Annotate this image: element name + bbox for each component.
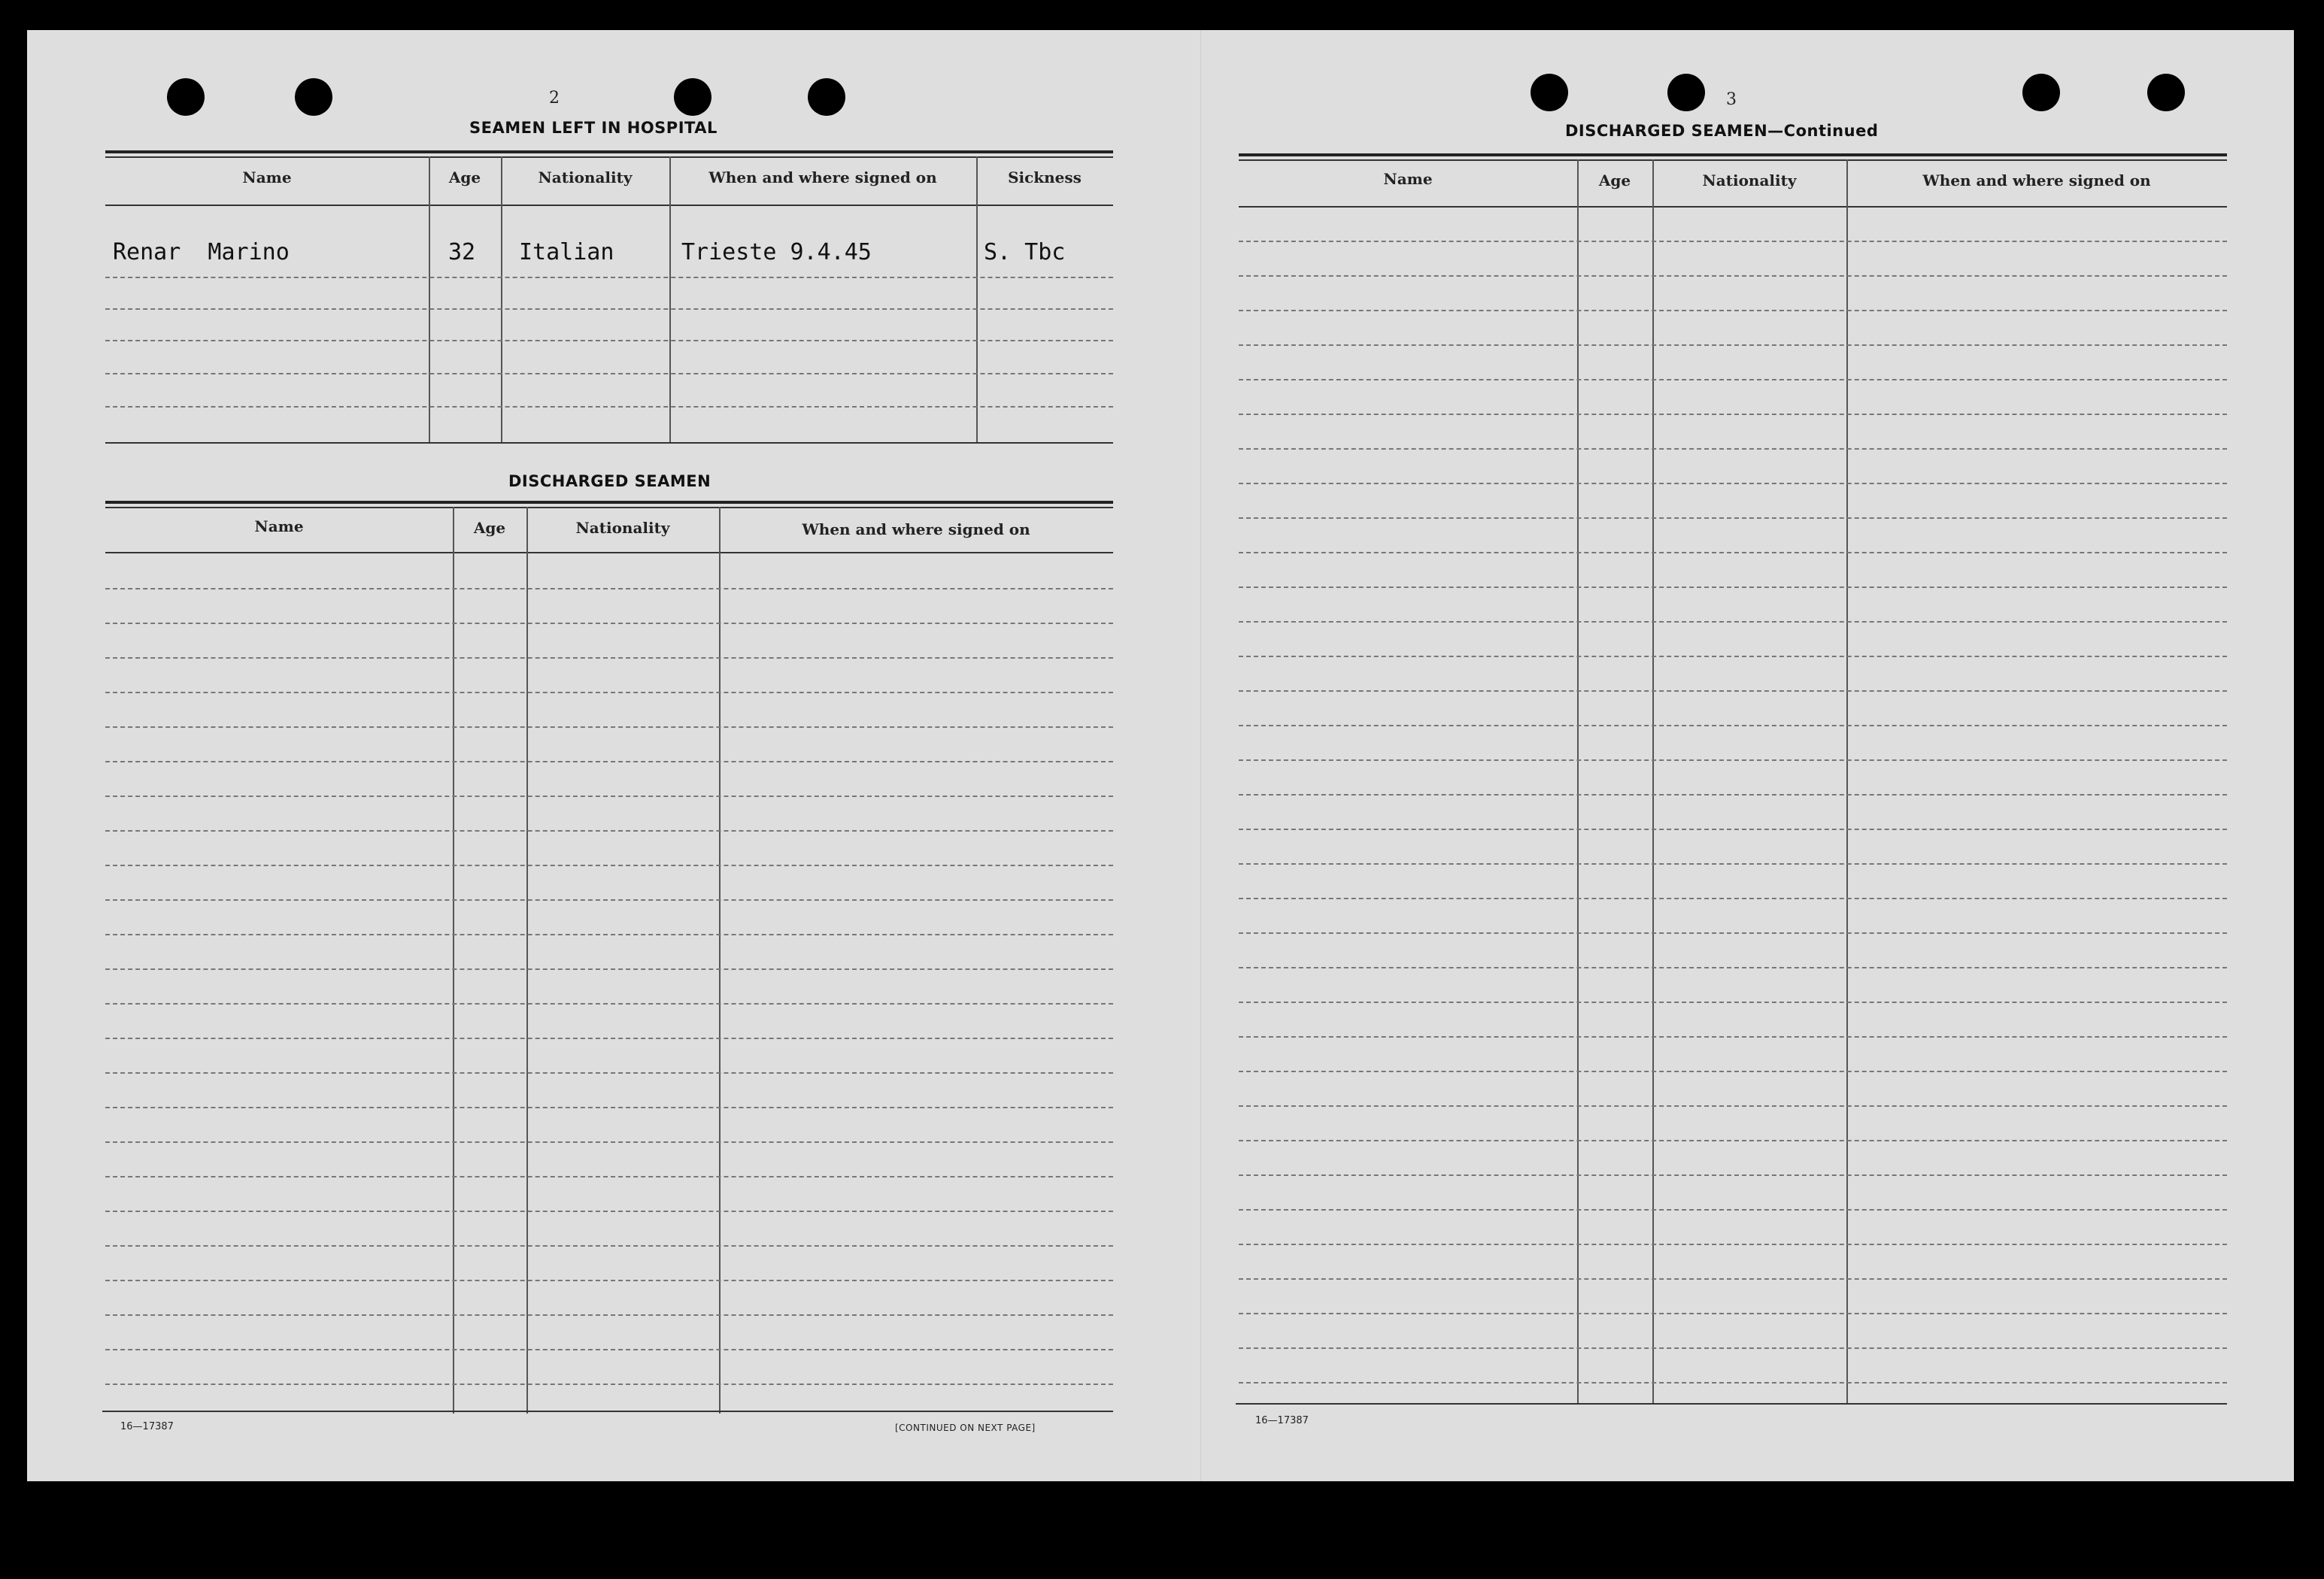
- row-line: [105, 373, 1113, 374]
- hospital-col-divider: [669, 156, 671, 442]
- punch-hole: [1667, 74, 1705, 111]
- left-page: [27, 30, 1152, 1481]
- hospital-row-age: 32: [448, 239, 476, 265]
- row-line: [105, 726, 1113, 728]
- row-line: [1239, 517, 2227, 519]
- row-line: [105, 1038, 1113, 1039]
- discharged-col-divider: [526, 507, 528, 1414]
- row-line: [1239, 1071, 2227, 1072]
- row-line: [105, 865, 1113, 866]
- hospital-col-divider: [429, 156, 430, 442]
- row-line: [105, 1072, 1113, 1074]
- row-line: [1239, 1105, 2227, 1107]
- hospital-header-rule: [105, 205, 1113, 206]
- hospital-header-nationality: Nationality: [538, 168, 633, 186]
- row-line: [1239, 1036, 2227, 1038]
- discharged-header-signed-on: When and where signed on: [802, 520, 1030, 538]
- row-line: [1239, 759, 2227, 761]
- row-line: [105, 277, 1113, 278]
- hospital-table-top-rule-2: [105, 156, 1113, 158]
- row-line: [1239, 379, 2227, 380]
- row-line: [1239, 690, 2227, 692]
- punch-hole: [674, 78, 711, 116]
- discharged-header-age: Age: [473, 519, 506, 537]
- discharged-table-top-rule: [105, 501, 1113, 504]
- punch-hole: [2022, 74, 2060, 111]
- punch-hole: [1531, 74, 1568, 111]
- document-sheet: [27, 30, 2294, 1481]
- row-line: [1239, 414, 2227, 415]
- row-line: [1239, 241, 2227, 242]
- row-line: [105, 1280, 1113, 1281]
- row-line: [1239, 1209, 2227, 1211]
- right-header-name: Name: [1383, 170, 1433, 188]
- form-number: 16—17387: [1255, 1415, 1309, 1426]
- row-line: [105, 623, 1113, 624]
- hospital-table-bottom-rule: [105, 442, 1113, 444]
- row-line: [1239, 586, 2227, 588]
- row-line: [1239, 448, 2227, 450]
- discharged-table-bottom-rule: [102, 1411, 1113, 1412]
- row-line: [105, 1349, 1113, 1350]
- right-table-top-rule: [1239, 153, 2227, 156]
- right-col-divider: [1846, 159, 1848, 1405]
- right-col-divider: [1652, 159, 1654, 1405]
- right-col-divider: [1577, 159, 1579, 1405]
- row-line: [1239, 1382, 2227, 1384]
- row-line: [1239, 1278, 2227, 1280]
- row-line: [105, 308, 1113, 310]
- right-table-bottom-rule: [1236, 1403, 2227, 1405]
- hospital-row-signed-on: Trieste 9.4.45: [681, 239, 872, 265]
- row-line: [105, 899, 1113, 901]
- hospital-row-sickness: S. Tbc: [984, 239, 1066, 265]
- discharged-table-top-rule-2: [105, 507, 1113, 508]
- row-line: [1239, 794, 2227, 796]
- row-line: [105, 340, 1113, 341]
- row-line: [105, 1176, 1113, 1177]
- row-line: [105, 692, 1113, 693]
- hospital-section-title: SEAMEN LEFT IN HOSPITAL: [469, 119, 718, 137]
- discharged-continued-title: [1565, 122, 1878, 140]
- hospital-header-name: Name: [242, 168, 292, 186]
- row-line: [1239, 656, 2227, 657]
- row-line: [105, 406, 1113, 408]
- row-line: [105, 1245, 1113, 1247]
- row-line: [105, 761, 1113, 762]
- form-number: 16—17387: [120, 1421, 174, 1432]
- row-line: [105, 1003, 1113, 1005]
- punch-hole: [808, 78, 845, 116]
- row-line: [1239, 1313, 2227, 1314]
- row-line: [105, 588, 1113, 589]
- hospital-header-signed-on: When and where signed on: [708, 168, 937, 186]
- discharged-header-nationality: Nationality: [575, 519, 670, 537]
- row-line: [1239, 932, 2227, 934]
- hospital-header-age: Age: [448, 168, 481, 186]
- hospital-row-name: Renar Marino: [113, 239, 290, 265]
- row-line: [1239, 552, 2227, 553]
- row-line: [1239, 275, 2227, 277]
- row-line: [105, 1107, 1113, 1108]
- page-number: 2: [549, 89, 560, 108]
- row-line: [1239, 967, 2227, 968]
- right-header-signed-on: When and where signed on: [1922, 171, 2151, 189]
- row-line: [1239, 725, 2227, 726]
- hospital-header-sickness: Sickness: [1008, 168, 1082, 186]
- row-line: [1239, 1002, 2227, 1003]
- row-line: [1239, 310, 2227, 311]
- page-number: 3: [1726, 90, 1737, 109]
- row-line: [105, 796, 1113, 797]
- row-line: [1239, 1174, 2227, 1176]
- hospital-col-divider: [976, 156, 978, 442]
- row-line: [1239, 1244, 2227, 1245]
- row-line: [1239, 483, 2227, 484]
- discharged-section-title: DISCHARGED SEAMEN: [508, 472, 711, 490]
- discharged-col-divider: [719, 507, 721, 1414]
- hospital-col-divider: [501, 156, 502, 442]
- title-suffix: —Continued: [1767, 122, 1879, 140]
- row-line: [105, 934, 1113, 935]
- row-line: [1239, 621, 2227, 623]
- row-line: [1239, 863, 2227, 865]
- continued-note: [CONTINUED ON NEXT PAGE]: [895, 1423, 1036, 1433]
- row-line: [1239, 898, 2227, 899]
- hospital-row-nationality: Italian: [519, 239, 614, 265]
- row-line: [105, 830, 1113, 832]
- punch-hole: [295, 78, 332, 116]
- row-line: [105, 1141, 1113, 1143]
- hospital-table-top-rule: [105, 150, 1113, 153]
- row-line: [105, 1384, 1113, 1385]
- right-table-top-rule-2: [1239, 159, 2227, 161]
- row-line: [105, 1211, 1113, 1212]
- row-line: [1239, 1347, 2227, 1349]
- discharged-col-divider: [453, 507, 454, 1414]
- punch-hole: [167, 78, 205, 116]
- punch-hole: [2147, 74, 2185, 111]
- row-line: [105, 657, 1113, 659]
- row-line: [105, 1314, 1113, 1316]
- discharged-header-rule: [105, 552, 1113, 553]
- title-main: DISCHARGED SEAMEN: [1565, 122, 1768, 140]
- right-header-rule: [1239, 206, 2227, 208]
- discharged-header-name: Name: [254, 517, 304, 535]
- row-line: [1239, 344, 2227, 346]
- right-header-age: Age: [1598, 171, 1631, 189]
- row-line: [1239, 1140, 2227, 1141]
- right-header-nationality: Nationality: [1702, 171, 1797, 189]
- row-line: [105, 968, 1113, 970]
- row-line: [1239, 829, 2227, 830]
- right-page: [1200, 30, 2295, 1481]
